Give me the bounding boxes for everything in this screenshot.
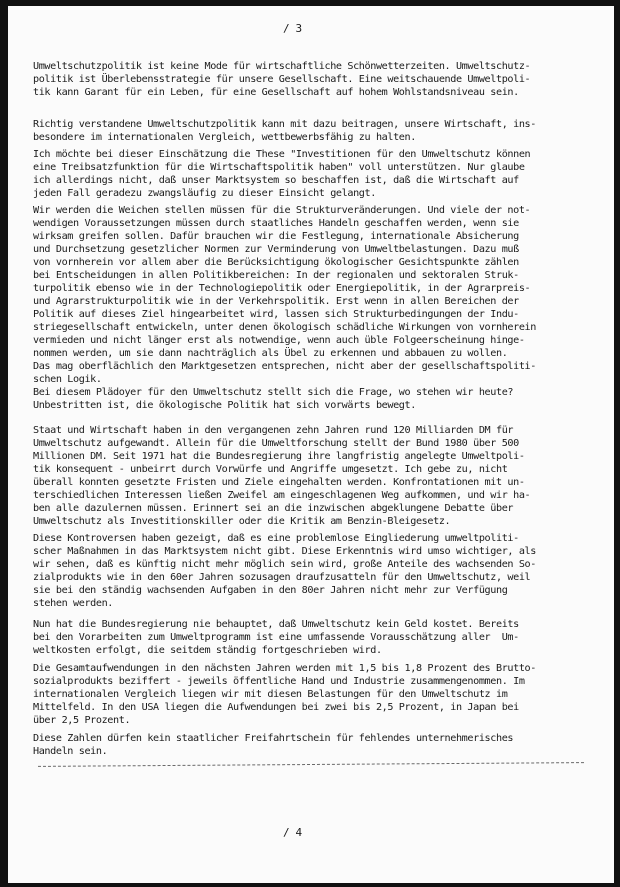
scan-border-right [614, 0, 620, 887]
scan-border-top [0, 0, 620, 6]
scan-border-bottom [0, 883, 620, 887]
paragraph-3: Ich möchte bei dieser Einschätzung die These "Investitionen für den Umweltschutz können eine Treibsatzfunktion für die Wirtschaftspolitik haben" voll unterstützen. Nur glaube ich allerdings nicht, daß unser Marktsystem so beschaffen ist, daß die Wirtschaft auf jeden Fall geradezu zwangsläufig zu dieser Einsicht gelangt. [33, 149, 531, 199]
paragraph-1: Umweltschutzpolitik ist keine Mode für wirtschaftliche Schönwetterzeiten. Umweltschutz- politik ist Überlebensstrategie für unsere Gesellschaft. Eine weitschauende Umweltpoli- tik kann Garant für ein Leben, für eine Gesellschaft auf hohem Wohlstandsniveau sein. [33, 61, 531, 98]
page-number-top: / 3 [283, 22, 302, 35]
page-number-bottom: / 4 [283, 826, 302, 839]
scan-border-left [0, 0, 8, 887]
paragraph-2: Richtig verstandene Umweltschutzpolitik kann mit dazu beitragen, unsere Wirtschaft, ins- besondere im internationalen Vergleich, wettbewerbsfähig zu halten. [33, 119, 536, 143]
paragraph-4: Wir werden die Weichen stellen müssen für die Strukturveränderungen. Und viele der not- wendigen Voraussetzungen müssen durch staatliches Handeln geschaffen werden, wenn sie wirksam greifen sollen. Dafür brauchen wir die Festlegung, internationale Absicherung und Durchsetzung gesetzlicher Normen zur Verminderung von Umweltbelastungen. Dazu muß von vornherein vor allem aber die Berücksichtigung ökologischer Gesichtspunkte zählen bei Entscheidungen in allen Politikbereichen: In der regionalen und sektoralen Struk- turpolitik ebenso wie in der Technologiepolitik oder Energiepolitik, in der Agrarpreis- und Agrarstrukturpolitik wie in der Verkehrspolitik. Erst wenn in allen Bereichen der Politik auf dieses Ziel hingearbeitet wird, lassen sich Strukturbedingungen der Indu- striegesellschaft entwickeln, unter denen ökologisch schädliche Wirkungen von vornherein vermieden und nicht länger erst als notwendige, wenn auch üble Folgeerscheinung hinge- nommen werden, um sie dann nachträglich als Übel zu erkennen und abbauen zu wollen. Das mag oberflächlich den Marktgesetzen entsprechen, nicht aber der gesellschaftspoliti- schen Logik. [33, 205, 536, 385]
paragraph-6: Staat und Wirtschaft haben in den vergangenen zehn Jahren rund 120 Milliarden DM für Umweltschutz aufgewandt. Allein für die Umweltforschung stellt der Bund 1980 über 500 Millionen DM. Seit 1971 hat die Bundesregierung ihre langfristig angelegte Umweltpoli- tik konsequent - unbeirrt durch Vorwürfe und Angriffe umgesetzt. Ich gebe zu, nicht überall konnten gesetzte Fristen und Ziele eingehalten werden. Konfrontationen mit un- terschiedlichen Interessen ließen Zweifel am eingeschlagenen Weg aufkommen, und wir ha- ben alle dazulernen müssen. Erinnert sei an die inzwischen abgeklungene Debatte über Umweltschutz als Investitionskiller oder die Kritik am Benzin-Bleigesetz. [33, 425, 531, 527]
paragraph-9: Die Gesamtaufwendungen in den nächsten Jahren werden mit 1,5 bis 1,8 Prozent des Brutto- sozialprodukts beziffert - jeweils öffentliche Hand und Industrie zusammengenommen. Im internationalen Vergleich liegen wir mit diesen Belastungen für den Umweltschutz im Mittelfeld. In den USA liegen die Aufwendungen bei zwei bis 2,5 Prozent, in Japan bei über 2,5 Prozent. [33, 663, 536, 726]
paragraph-10: Diese Zahlen dürfen kein staatlicher Freifahrtschein für fehlendes unternehmerisches Handeln sein. [33, 733, 514, 757]
paragraph-8: Nun hat die Bundesregierung nie behauptet, daß Umweltschutz kein Geld kostet. Bereits bei den Vorarbeiten zum Umweltprogramm ist eine umfassende Vorausschätzung aller Um- weltkosten erfolgt, die seitdem ständig fortgeschrieben wird. [33, 619, 519, 656]
paragraph-5: Bei diesem Plädoyer für den Umweltschutz stellt sich die Frage, wo stehen wir heute? Unbestritten ist, die ökologische Politik hat sich vorwärts bewegt. [33, 387, 514, 411]
paragraph-7: Diese Kontroversen haben gezeigt, daß es eine problemlose Eingliederung umweltpoliti- scher Maßnahmen in das Marktsystem nicht gibt. Diese Erkenntnis wird umso wichtiger, als wir sehen, daß es künftig nicht mehr möglich sein wird, große Anteile des wachsenden So- zialprodukts wie in den 60er Jahren sozusagen draufzusatteln für den Umweltschutz, weil sie bei den ständig wachsenden Aufgaben in den 80er Jahren nicht mehr zur Verfügung stehen werden. [33, 533, 536, 609]
dashed-separator [38, 762, 584, 769]
